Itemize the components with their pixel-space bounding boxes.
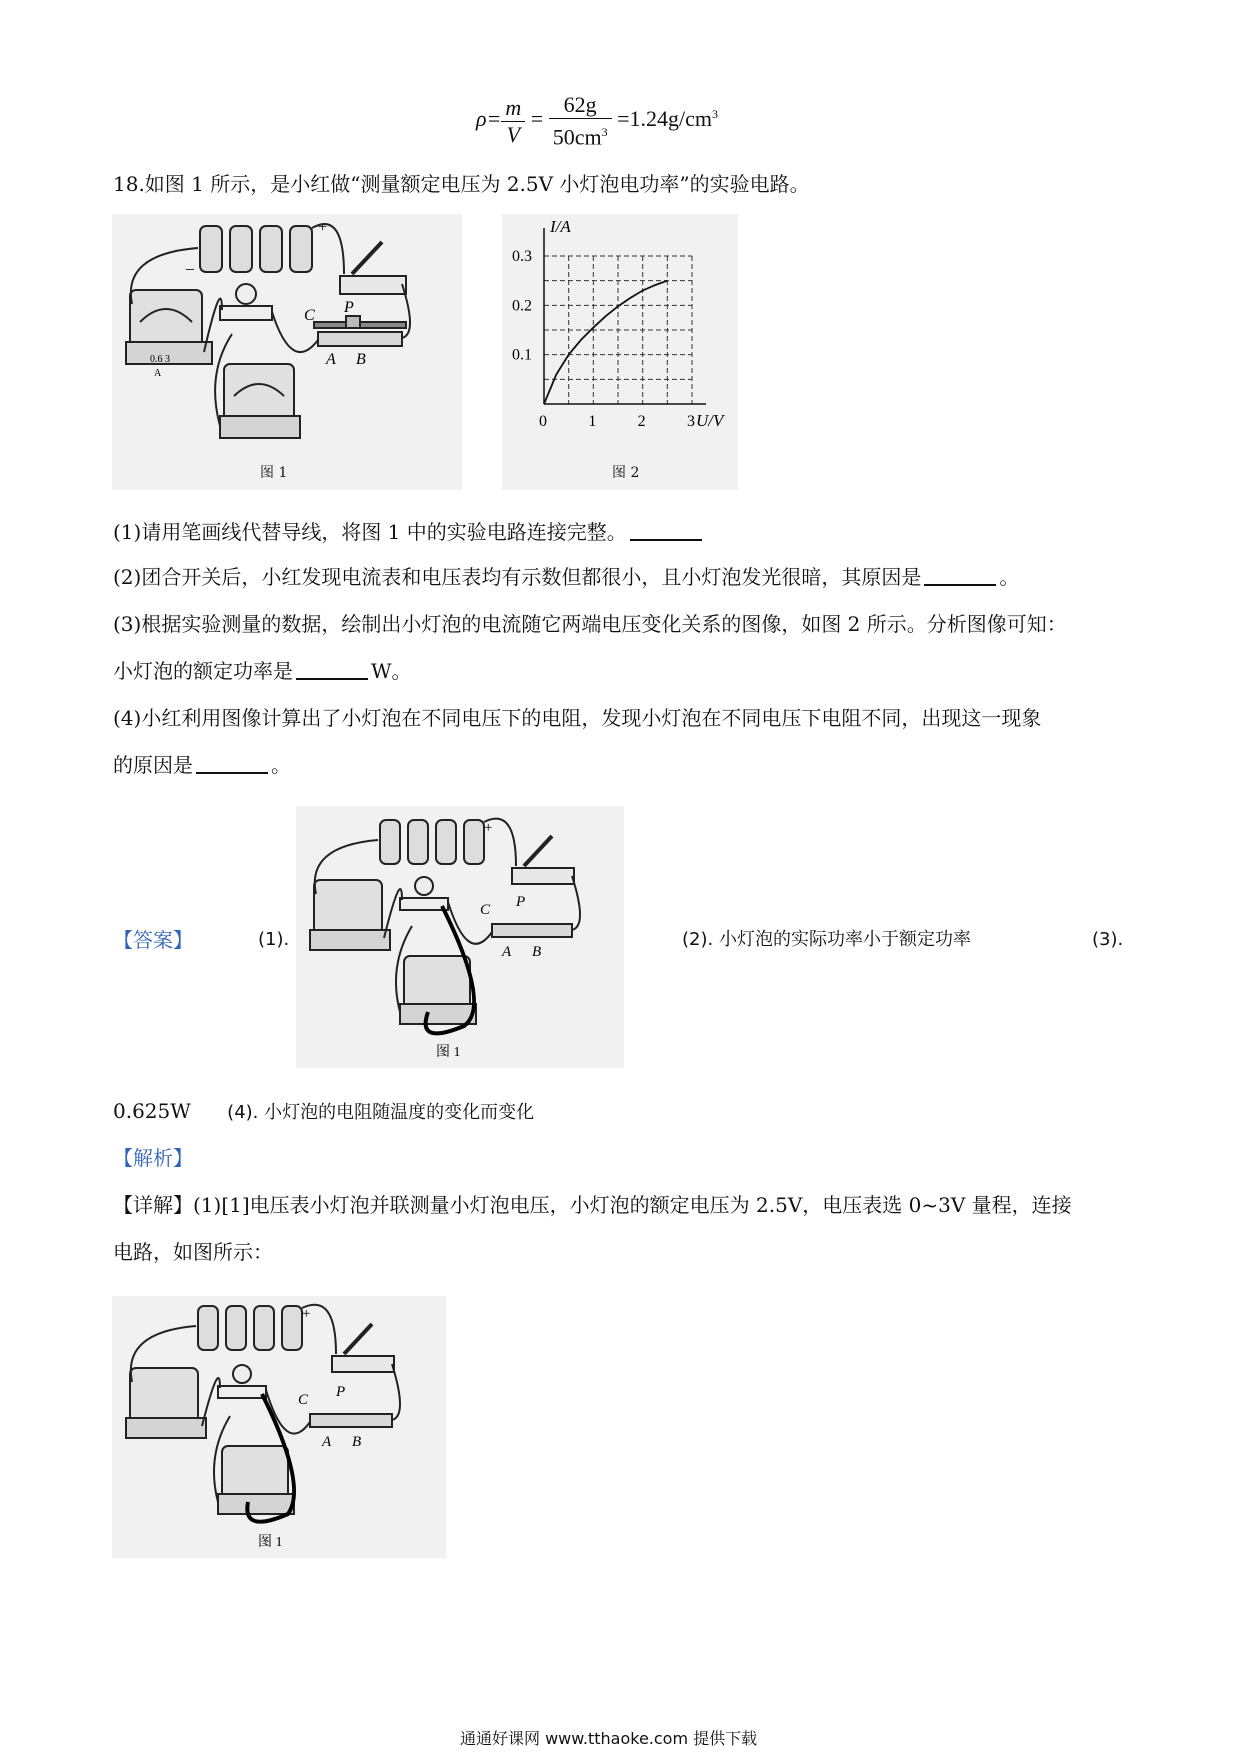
answer-blank-3[interactable]	[296, 658, 368, 680]
page-footer: 通通好课网 www.tthaoke.com 提供下载	[460, 1729, 758, 1748]
answer-figure-caption: 图 1	[436, 1045, 461, 1060]
analysis-label-b: B	[352, 1434, 362, 1450]
answer-2: (2). 小灯泡的实际功率小于额定功率	[682, 929, 971, 950]
answer-label-a: A	[502, 944, 512, 960]
answer-label-p: P	[516, 894, 526, 910]
part-3-line-2: 小灯泡的额定功率是 W。	[113, 659, 412, 683]
light-bulb	[220, 284, 272, 320]
battery-minus-label: _	[186, 255, 194, 272]
answer-3-prefix: (3).	[1092, 929, 1124, 950]
x-tick-label: 1	[588, 413, 597, 430]
answer-1-prefix: (1).	[258, 929, 290, 950]
chart-grid	[544, 256, 692, 404]
answer-figure	[296, 806, 624, 1068]
y-tick-label: 0.1	[512, 346, 532, 364]
analysis-label-p: P	[336, 1384, 346, 1400]
answer-4: (4). 小灯泡的电阻随温度的变化而变化	[227, 1102, 535, 1123]
iu-chart	[502, 214, 738, 490]
chart-x-label: U/V	[696, 411, 724, 430]
answer-label: 【答案】	[113, 928, 193, 952]
rheostat-label-b: B	[356, 351, 366, 368]
analysis-figure	[112, 1296, 446, 1558]
battery-pack	[200, 226, 312, 272]
part-4-line-2: 的原因是 。	[113, 753, 291, 777]
y-tick-label: 0.3	[512, 248, 532, 265]
analysis-figure-caption: 图 1	[258, 1535, 283, 1550]
part-3-line-1: (3)根据实验测量的数据，绘制出小灯泡的电流随它两端电压变化关系的图像，如图 2 所示。分析图像可知：	[113, 612, 1067, 636]
answer-3-value: 0.625W	[113, 1099, 191, 1123]
answer-blank-1[interactable]	[630, 519, 702, 541]
answer-label-c: C	[480, 902, 491, 918]
battery-plus-label: +	[318, 219, 328, 236]
x-tick-label: 0	[539, 413, 547, 430]
figure-2-graph	[502, 214, 738, 490]
figure-1-circuit	[112, 214, 462, 490]
part-1: (1)请用笔画线代替导线，将图 1 中的实验电路连接完整。	[113, 518, 705, 546]
chart-y-label: I/A	[550, 217, 571, 236]
fraction-values: $\frac{62g}{50cm^3}$	[549, 92, 612, 150]
x-tick-label: 2	[637, 413, 646, 430]
analysis-circuit-drawing	[112, 1296, 446, 1558]
answer-label-b: B	[532, 944, 542, 960]
answer-blank-4[interactable]	[196, 752, 268, 774]
iu-curve	[544, 281, 667, 404]
rheostat	[314, 316, 406, 346]
analysis-detail-line-1: 【详解】(1)[1]电压表小灯泡并联测量小灯泡电压，小灯泡的额定电压为 2.5V，电压表选 0~3V 量程，连接	[113, 1193, 1072, 1217]
analysis-detail-line-2: 电路，如图所示：	[113, 1240, 273, 1264]
rheostat-label-a: A	[326, 351, 336, 368]
analysis-label: 【解析】	[113, 1146, 193, 1170]
voltmeter	[220, 364, 300, 438]
density-formula: ρ= $\frac{m}{V}$ = $\frac{62g}{50cm^3}$ $=1.24g/cm^3$	[476, 92, 719, 150]
ammeter	[126, 290, 212, 364]
x-tick-label: 3	[687, 413, 695, 430]
analysis-label-a: A	[322, 1434, 332, 1450]
analysis-plus-label: +	[302, 1306, 311, 1322]
analysis-label-c: C	[298, 1392, 309, 1408]
chart-series	[544, 281, 667, 404]
part-2: (2)团合开关后，小红发现电流表和电压表均有示数但都很小，且小灯泡发光很暗，其原因是 。	[113, 565, 1020, 589]
figure-1-caption: 图 1	[260, 465, 288, 481]
figure-2-caption: 图 2	[612, 465, 640, 481]
answer-blank-2[interactable]	[924, 564, 996, 586]
question-stem: 18.如图 1 所示，是小红做“测量额定电压为 2.5V 小灯泡电功率”的实验电路。	[113, 172, 810, 196]
switch	[340, 242, 406, 294]
part-4-line-1: (4)小红利用图像计算出了小灯泡在不同电压下的电阻，发现小灯泡在不同电压下电阻不同，出现这一现象	[113, 706, 1042, 730]
ammeter-range-label: 0.6 3	[150, 354, 170, 365]
y-tick-label: 0.2	[512, 297, 532, 315]
answer-3-value-row	[113, 1097, 534, 1127]
rheostat-label-c: C	[304, 307, 315, 324]
circuit-drawing	[112, 214, 462, 490]
answer-plus-label: +	[484, 820, 493, 836]
fraction-m-over-v: $\frac{m}{V}$	[501, 95, 525, 148]
rheostat-label-p: P	[344, 299, 354, 316]
answer-circuit-drawing	[296, 806, 624, 1068]
ammeter-unit-label: A	[154, 368, 162, 379]
